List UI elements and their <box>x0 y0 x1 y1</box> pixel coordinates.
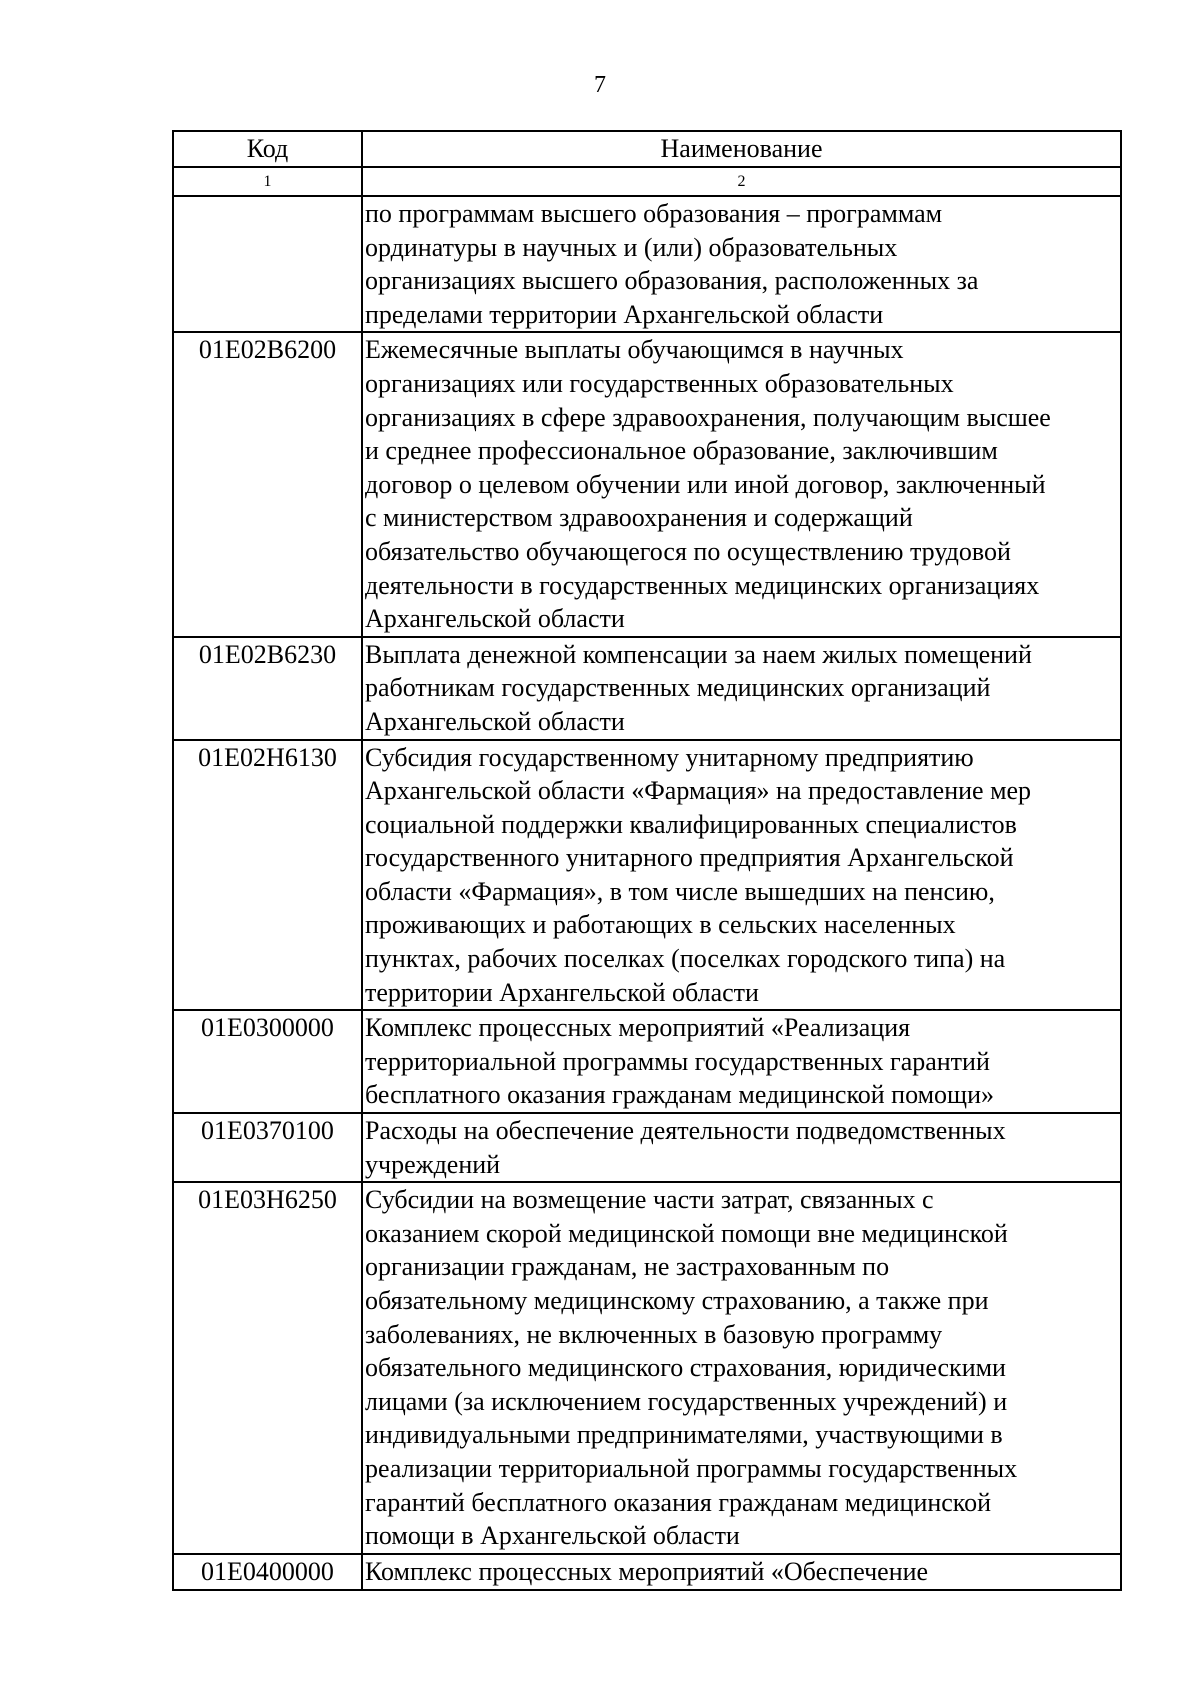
row-code: 01Е02Н6130 <box>173 740 362 1011</box>
row-code: 01Е0370100 <box>173 1113 362 1182</box>
row-name: Комплекс процессных мероприятий «Реализация территориальной программы государственных гарантий бесплатного оказания гражданам медицинской помощи» <box>362 1010 1121 1113</box>
row-code: 01Е03Н6250 <box>173 1182 362 1554</box>
row-name: Комплекс процессных мероприятий «Обеспечение <box>362 1554 1121 1590</box>
header-row <box>173 131 1121 167</box>
page-number: 7 <box>594 72 606 98</box>
row-code: 01Е0400000 <box>173 1554 362 1590</box>
row-name: Выплата денежной компенсации за наем жилых помещений работникам государственных медицинских организаций Архангельской области <box>362 637 1121 740</box>
table-row <box>173 740 1121 1011</box>
row-name: Расходы на обеспечение деятельности подведомственных учреждений <box>362 1113 1121 1182</box>
row-name: Субсидии на возмещение части затрат, связанных с оказанием скорой медицинской помощи вне медицинской организации гражданам, не застрахованным по обязательному медицинскому страхованию, а также при заболеваниях, не включенных в базовую программу обязательного медицинского страхования, юридическими лицами (за исключением государственных учреждений) и индивидуальными предпринимателями, участвующими в реализации территориальной программы государственных гарантий бесплатного оказания гражданам медицинской помощи в Архангельской области <box>362 1182 1121 1554</box>
code-table <box>172 130 1122 1591</box>
row-code: 01Е02В6230 <box>173 637 362 740</box>
column-number-row <box>173 167 1121 196</box>
table-row <box>173 196 1121 332</box>
row-name: по программам высшего образования – программам ординатуры в научных и (или) образовательных организациях высшего образования, расположенных за пределами территории Архангельской области <box>362 196 1121 332</box>
table-row <box>173 332 1121 636</box>
row-code: 01Е02В6200 <box>173 332 362 636</box>
row-name: Субсидия государственному унитарному предприятию Архангельской области «Фармация» на предоставление мер социальной поддержки квалифицированных специалистов государственного унитарного предприятия Архангельской области «Фармация», в том числе вышедших на пенсию, проживающих и работающих в сельских населенных пунктах, рабочих поселках (поселках городского типа) на территории Архангельской области <box>362 740 1121 1011</box>
row-name: Ежемесячные выплаты обучающимся в научных организациях или государственных образовательных организациях в сфере здравоохранения, получающим высшее и среднее профессиональное образование, заключившим договор о целевом обучении или иной договор, заключенный с министерством здравоохранения и содержащий обязательство обучающегося по осуществлению трудовой деятельности в государственных медицинских организациях Архангельской области <box>362 332 1121 636</box>
table-row <box>173 1182 1121 1554</box>
table-row <box>173 1010 1121 1113</box>
table-row <box>173 1554 1121 1590</box>
header-name: Наименование <box>362 131 1121 167</box>
table-row <box>173 1113 1121 1182</box>
row-code <box>173 196 362 332</box>
column-number-code: 1 <box>173 167 362 196</box>
column-number-name: 2 <box>362 167 1121 196</box>
header-code: Код <box>173 131 362 167</box>
table-row <box>173 637 1121 740</box>
row-code: 01Е0300000 <box>173 1010 362 1113</box>
